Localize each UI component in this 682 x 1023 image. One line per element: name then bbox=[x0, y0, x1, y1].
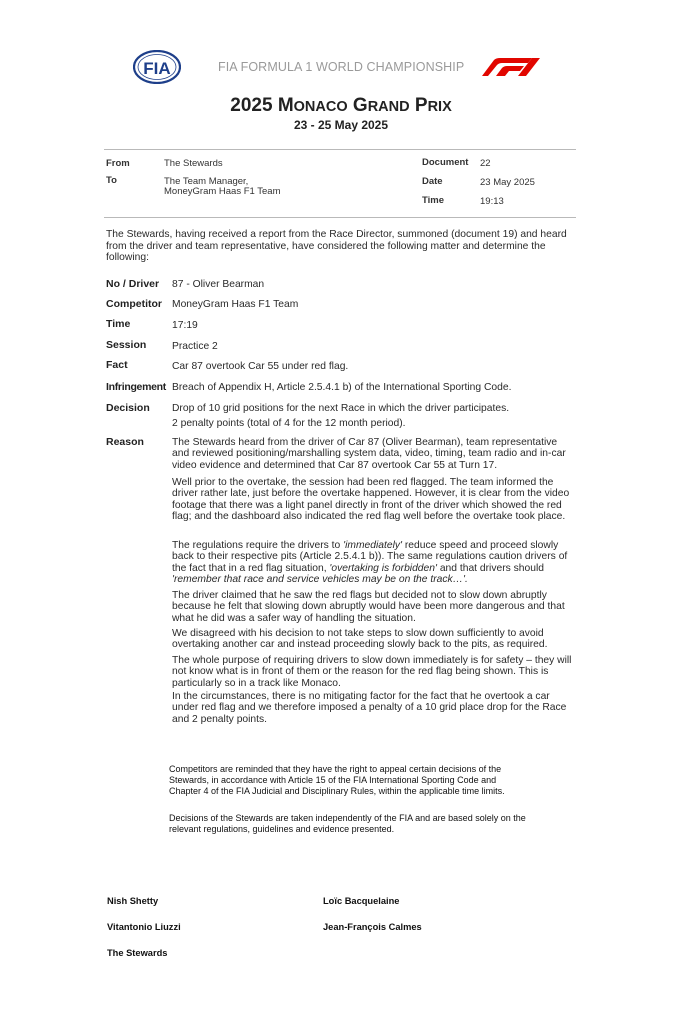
f1-logo bbox=[474, 56, 544, 78]
driver-label: No / Driver bbox=[106, 278, 160, 290]
reason-paragraph-4: The driver claimed that he saw the red flags but decided not to slow down abruptly because he felt that slowing down abruptly would have been more dangerous and that what he did was a safer way of handling the situation. bbox=[172, 590, 565, 624]
time-value: 19:13 bbox=[480, 196, 504, 207]
appeal-notice: Competitors are reminded that they have the right to appeal certain decisions of the Stewards, in accordance with Article 15 of the FIA International Sporting Code and Chapter 4 of the FIA Judicial and Disciplinary Rules, within the applicable time limits. bbox=[169, 764, 505, 797]
driver-value: 87 - Oliver Bearman bbox=[172, 279, 265, 290]
steward-name-3: Vitantonio Liuzzi bbox=[107, 922, 181, 932]
decision-line-1: Drop of 10 grid positions for the next Race in which the driver participates. bbox=[172, 403, 510, 414]
session-value: Practice 2 bbox=[172, 341, 218, 352]
infringement-value: Breach of Appendix H, Article 2.5.4.1 b) of the International Sporting Code. bbox=[172, 382, 512, 393]
stewards-signature-label: The Stewards bbox=[107, 948, 168, 958]
to-line-2: MoneyGram Haas F1 Team bbox=[164, 186, 281, 197]
divider-bottom bbox=[104, 217, 576, 218]
time-row-label: Time bbox=[106, 318, 131, 330]
date-value: 23 May 2025 bbox=[480, 177, 535, 188]
reason-paragraph-3: The regulations require the drivers to 'immediately' reduce speed and proceed slowly back to their respective pits (Article 2.5.4.1 b)). The same regulations caution drivers of the fact that in a red flag situation, 'overtaking is forbidden' and that drivers should 'remember that race and service vehicles may be on the track…'. bbox=[172, 540, 568, 585]
reason-paragraph-2: Well prior to the overtake, the session had been red flagged. The team informed the driver rather late, just before the overtake happened. However, it is clear from the video footage that there was a light panel directly in front of the driver which showed the red flag; and the dashboard also indicated the red flag well before the overtake took place. bbox=[172, 477, 570, 522]
session-label: Session bbox=[106, 339, 147, 351]
fact-value: Car 87 overtook Car 55 under red flag. bbox=[172, 361, 349, 372]
to-label: To bbox=[106, 175, 117, 186]
infringement-label: Infringement bbox=[106, 381, 166, 393]
championship-title: FIA FORMULA 1 WORLD CHAMPIONSHIP bbox=[218, 60, 465, 74]
steward-name-2: Loïc Bacquelaine bbox=[323, 896, 400, 906]
from-value: The Stewards bbox=[164, 158, 223, 169]
time-label: Time bbox=[422, 195, 445, 206]
decision-label: Decision bbox=[106, 402, 150, 414]
time-row-value: 17:19 bbox=[172, 320, 198, 331]
divider-top bbox=[104, 149, 576, 150]
reason-paragraph-1: The Stewards heard from the driver of Car 87 (Oliver Bearman), team representative and reviewed positioning/marshalling system data, video, timing, team radio and in-car video evidence and determined that Car 87 overtook Car 55 at Turn 17. bbox=[172, 437, 566, 471]
svg-text:FIA: FIA bbox=[143, 59, 171, 78]
date-label: Date bbox=[422, 176, 443, 187]
from-label: From bbox=[106, 158, 130, 169]
competitor-value: MoneyGram Haas F1 Team bbox=[172, 299, 299, 310]
steward-name-4: Jean-François Calmes bbox=[323, 922, 422, 932]
to-line-1: The Team Manager, bbox=[164, 176, 249, 187]
event-dates: 23 - 25 May 2025 bbox=[293, 118, 389, 132]
document-value: 22 bbox=[480, 158, 491, 169]
reason-paragraph-6: The whole purpose of requiring drivers to slow down immediately is for safety – they will not know what is in front of them or the reason for the red flag being shown. This is particularly so in a track like Monaco. bbox=[172, 655, 572, 689]
intro-text: The Stewards, having received a report from the Race Director, summoned (document 19) and heard from the driver and team representative, have considered the following matter and determine the following: bbox=[106, 229, 567, 264]
fact-label: Fact bbox=[106, 359, 128, 371]
reason-paragraph-5: We disagreed with his decision to not take steps to slow down sufficiently to avoid overtaking another car and instead proceeding slowly back to the pits, as required. bbox=[172, 628, 548, 651]
independence-notice: Decisions of the Stewards are taken independently of the FIA and are based solely on the relevant regulations, guidelines and evidence presented. bbox=[169, 813, 526, 835]
grand-prix-title: 2025 MONACO GRAND PRIX bbox=[230, 95, 452, 116]
competitor-label: Competitor bbox=[106, 298, 162, 310]
document-label: Document bbox=[422, 157, 469, 168]
decision-line-2: 2 penalty points (total of 4 for the 12 month period). bbox=[172, 418, 406, 429]
steward-name-1: Nish Shetty bbox=[107, 896, 159, 906]
fia-logo bbox=[133, 50, 181, 84]
reason-label: Reason bbox=[106, 436, 144, 448]
reason-paragraph-7: In the circumstances, there is no mitigating factor for the fact that he overtook a car under red flag and we therefore imposed a penalty of a 10 grid place drop for the Race and 2 penalty points. bbox=[172, 691, 567, 725]
